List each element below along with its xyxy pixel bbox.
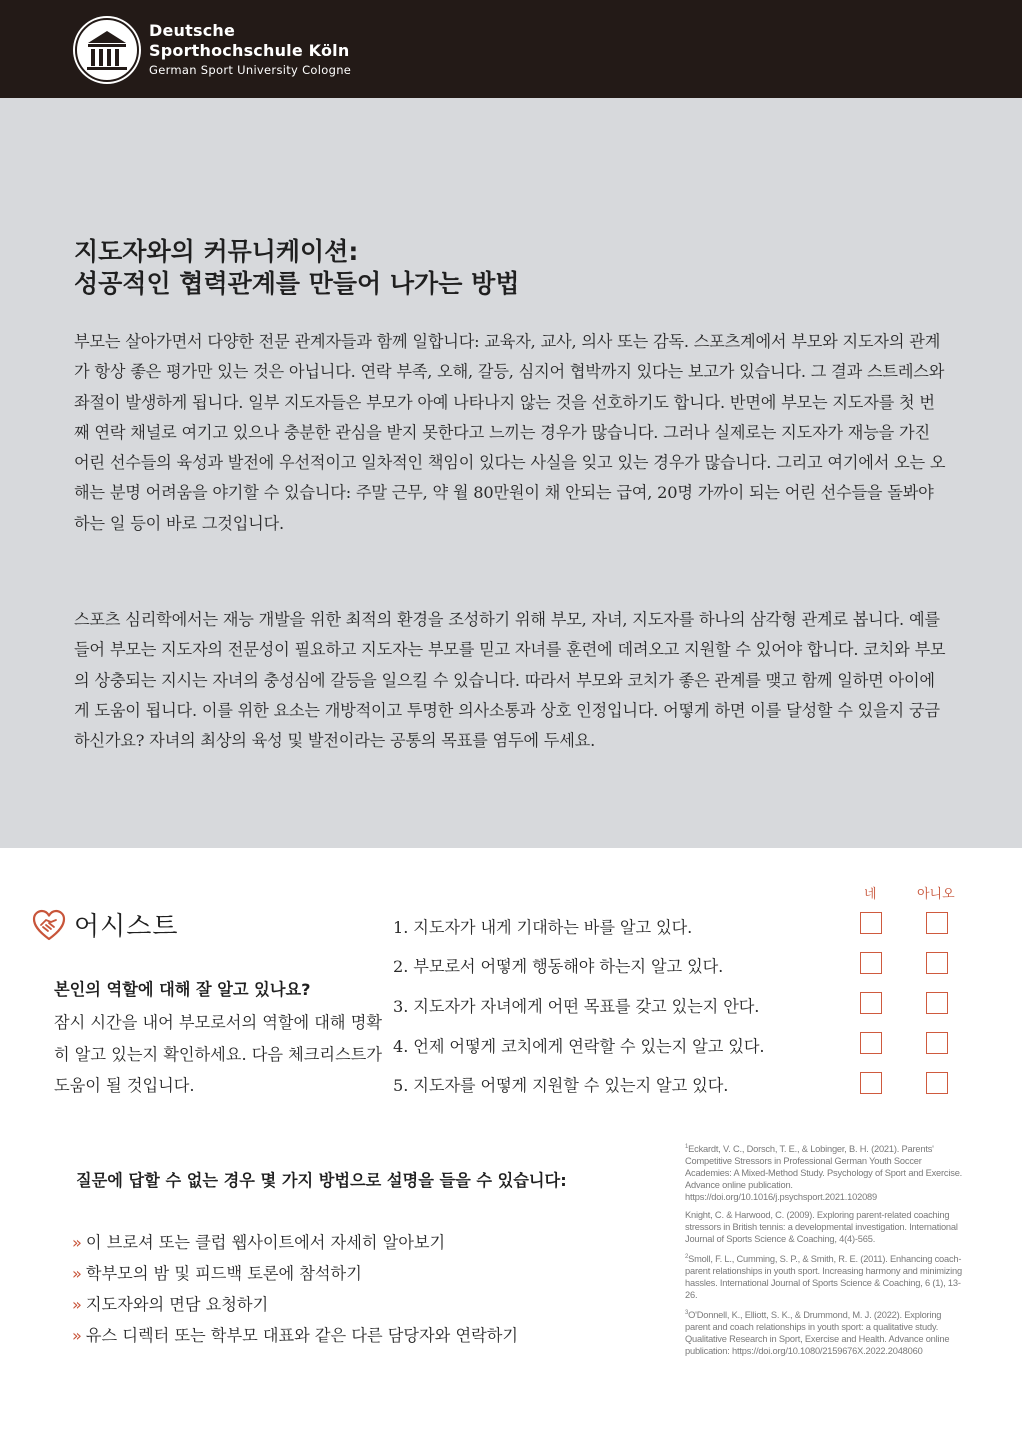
reference-text: Knight, C. & Harwood, C. (2009). Exploring parent-related coaching stressors in British tennis: a developmental investigation. International Journal of Sports Science & Coaching, 4(4)-565. xyxy=(685,1210,958,1245)
intro-paragraph-1: 부모는 살아가면서 다양한 전문 관계자들과 함께 일합니다: 교육자, 교사, 의사 또는 감독. 스포츠계에서 부모와 지도자의 관계가 항상 좋은 평가만 있는 것은 아닙니다. 연락 부족, 오해, 갈등, 심지어 협박까지 있다는 보고가 있습니다. 그 결과 스트레스와 좌절이 발생하게 됩니다. 일부 지도자들은 부모가 아예 나타나지 않는 것을 선호하기도 합니다. 반면에 부모는 지도자를 첫 번째 연락 채널로 여기고 있으나 충분한 관심을 받지 못한다고 느끼는 경우가 많습니다. 그러나 실제로는 지도자가 재능을 가진 어린 선수들의 육성과 발전에 우선적이고 일차적인 책임이 있다는 사실을 잊고 있는 경우가 많습니다. 그리고 여기에서 오는 오해는 분명 어려움을 야기할 수 있습니다: 주말 근무, 약 월 80만원이 채 안되는 급여, 20명 가까이 되는 어린 선수들을 돌봐야 하는 일 등이 바로 그것입니다. xyxy=(74,332,946,533)
list-item xyxy=(72,1320,518,1351)
no-checkbox-5[interactable] xyxy=(926,1072,948,1094)
list-item xyxy=(72,1258,518,1289)
page-title xyxy=(74,236,519,300)
university-name-line1: Deutsche xyxy=(149,21,236,40)
methods-list xyxy=(72,1227,518,1351)
no-checkbox-2[interactable] xyxy=(926,952,948,974)
reference xyxy=(685,1251,967,1301)
reference-number: 1 xyxy=(685,1144,689,1150)
list-item-text: 학부모의 밤 및 피드백 토론에 참석하기 xyxy=(85,1264,362,1283)
assist-heading xyxy=(32,906,178,943)
role-question: 본인의 역할에 대해 잘 알고 있나요? xyxy=(54,980,311,999)
university-name xyxy=(149,21,351,78)
reference xyxy=(685,1209,967,1245)
list-item xyxy=(72,1289,518,1320)
role-text: 잠시 시간을 내어 부모로서의 역할에 대해 명확히 알고 있는지 확인하세요. 다음 체크리스트가 도움이 될 것입니다. xyxy=(54,1013,382,1095)
arrow-marker: » xyxy=(72,1233,82,1252)
no-checkbox-1[interactable] xyxy=(926,912,948,934)
assist-title: 어시스트 xyxy=(74,912,179,942)
yes-checkbox-2[interactable] xyxy=(860,952,882,974)
title-line1: 지도자와의 커뮤니케이션: xyxy=(74,237,359,266)
yes-column-header: 네 xyxy=(864,887,877,902)
arrow-marker: » xyxy=(72,1326,82,1345)
yes-checkbox-5[interactable] xyxy=(860,1072,882,1094)
list-item-text: 지도자와의 면담 요청하기 xyxy=(85,1295,269,1314)
page-header xyxy=(0,0,1022,98)
checklist-item: 2. 부모로서 어떻게 행동해야 하는지 알고 있다. xyxy=(393,957,724,976)
university-name-line2: Sporthochschule Köln xyxy=(149,41,350,60)
yes-checkbox-3[interactable] xyxy=(860,992,882,1014)
yes-checkbox-1[interactable] xyxy=(860,912,882,934)
list-item-text: 이 브로셔 또는 클럽 웹사이트에서 자세히 알아보기 xyxy=(85,1233,446,1252)
reference xyxy=(685,1307,967,1357)
no-checkbox-3[interactable] xyxy=(926,992,948,1014)
intro-paragraph-2: 스포츠 심리학에서는 재능 개발을 위한 최적의 환경을 조성하기 위해 부모, 자녀, 지도자를 하나의 삼각형 관계로 봅니다. 예를 들어 부모는 지도자의 전문성이 필요하고 지도자는 부모를 믿고 자녀를 훈련에 데려오고 지원할 수 있어야 합니다. 코치와 부모의 상충되는 지시는 자녀의 충성심에 갈등을 일으킬 수 있습니다. 따라서 부모와 코치가 좋은 관계를 맺고 함께 일하면 아이에게 도움이 됩니다. 이를 위한 요소는 개방적이고 투명한 의사소통과 상호 인정입니다. 어떻게 하면 이를 달성할 수 있을지 궁금하신가요? 자녀의 최상의 육성 및 발전이라는 공통의 목표를 염두에 두세요. xyxy=(74,610,946,751)
handshake-heart-icon xyxy=(32,908,66,942)
reference-text: Eckardt, V. C., Dorsch, T. E., & Lobinger, B. H. (2021). Parents' Competitive Stressors in Professional German Youth Soccer Academies: A Mixed-Method Study. Psychology of Sport and Exercise. Advance online publication. https://doi.org/10.1016/j.psychsport.2021.102089 xyxy=(685,1144,963,1203)
no-column-header: 아니오 xyxy=(917,887,955,902)
reference xyxy=(685,1141,967,1203)
university-name-english: German Sport University Cologne xyxy=(149,63,352,77)
reference-text: O'Donnell, K., Elliott, S. K., & Drummond, M. J. (2022). Exploring parent and coach relationships in youth sport: a qualitative study. Qualitative Research in Sport, Exercise and Health. Advance online publication: https://doi.org/10.1080/2159676X.2022.2048060 xyxy=(685,1310,950,1357)
reference-number: 2 xyxy=(685,1254,689,1261)
checklist-item: 3. 지도자가 자녀에게 어떤 목표를 갖고 있는지 안다. xyxy=(393,997,760,1016)
title-line2: 성공적인 협력관계를 만들어 나가는 방법 xyxy=(74,269,520,298)
building-icon xyxy=(73,16,141,84)
no-checkbox-4[interactable] xyxy=(926,1032,948,1054)
list-item xyxy=(72,1227,518,1258)
checklist-item: 1. 지도자가 내게 기대하는 바를 알고 있다. xyxy=(393,918,693,937)
references xyxy=(685,1141,967,1363)
checklist-item: 5. 지도자를 어떻게 지원할 수 있는지 알고 있다. xyxy=(393,1076,729,1095)
methods-heading: 질문에 답할 수 없는 경우 몇 가지 방법으로 설명을 들을 수 있습니다: xyxy=(76,1171,567,1190)
university-logo xyxy=(73,16,141,84)
arrow-marker: » xyxy=(72,1264,82,1283)
reference-number: 3 xyxy=(685,1310,689,1317)
list-item-text: 유스 디렉터 또는 학부모 대표와 같은 다른 담당자와 연락하기 xyxy=(85,1326,518,1345)
yes-checkbox-4[interactable] xyxy=(860,1032,882,1054)
checklist-item: 4. 언제 어떻게 코치에게 연락할 수 있는지 알고 있다. xyxy=(393,1037,765,1056)
reference-text: Smoll, F. L., Cumming, S. P., & Smith, R. E. (2011). Enhancing coach-parent relationships in youth sport. Increasing harmony and minimizing hassles. International Journal of Sports Science & Coaching, 6 (1), 13-26. xyxy=(685,1254,962,1301)
arrow-marker: » xyxy=(72,1295,82,1314)
